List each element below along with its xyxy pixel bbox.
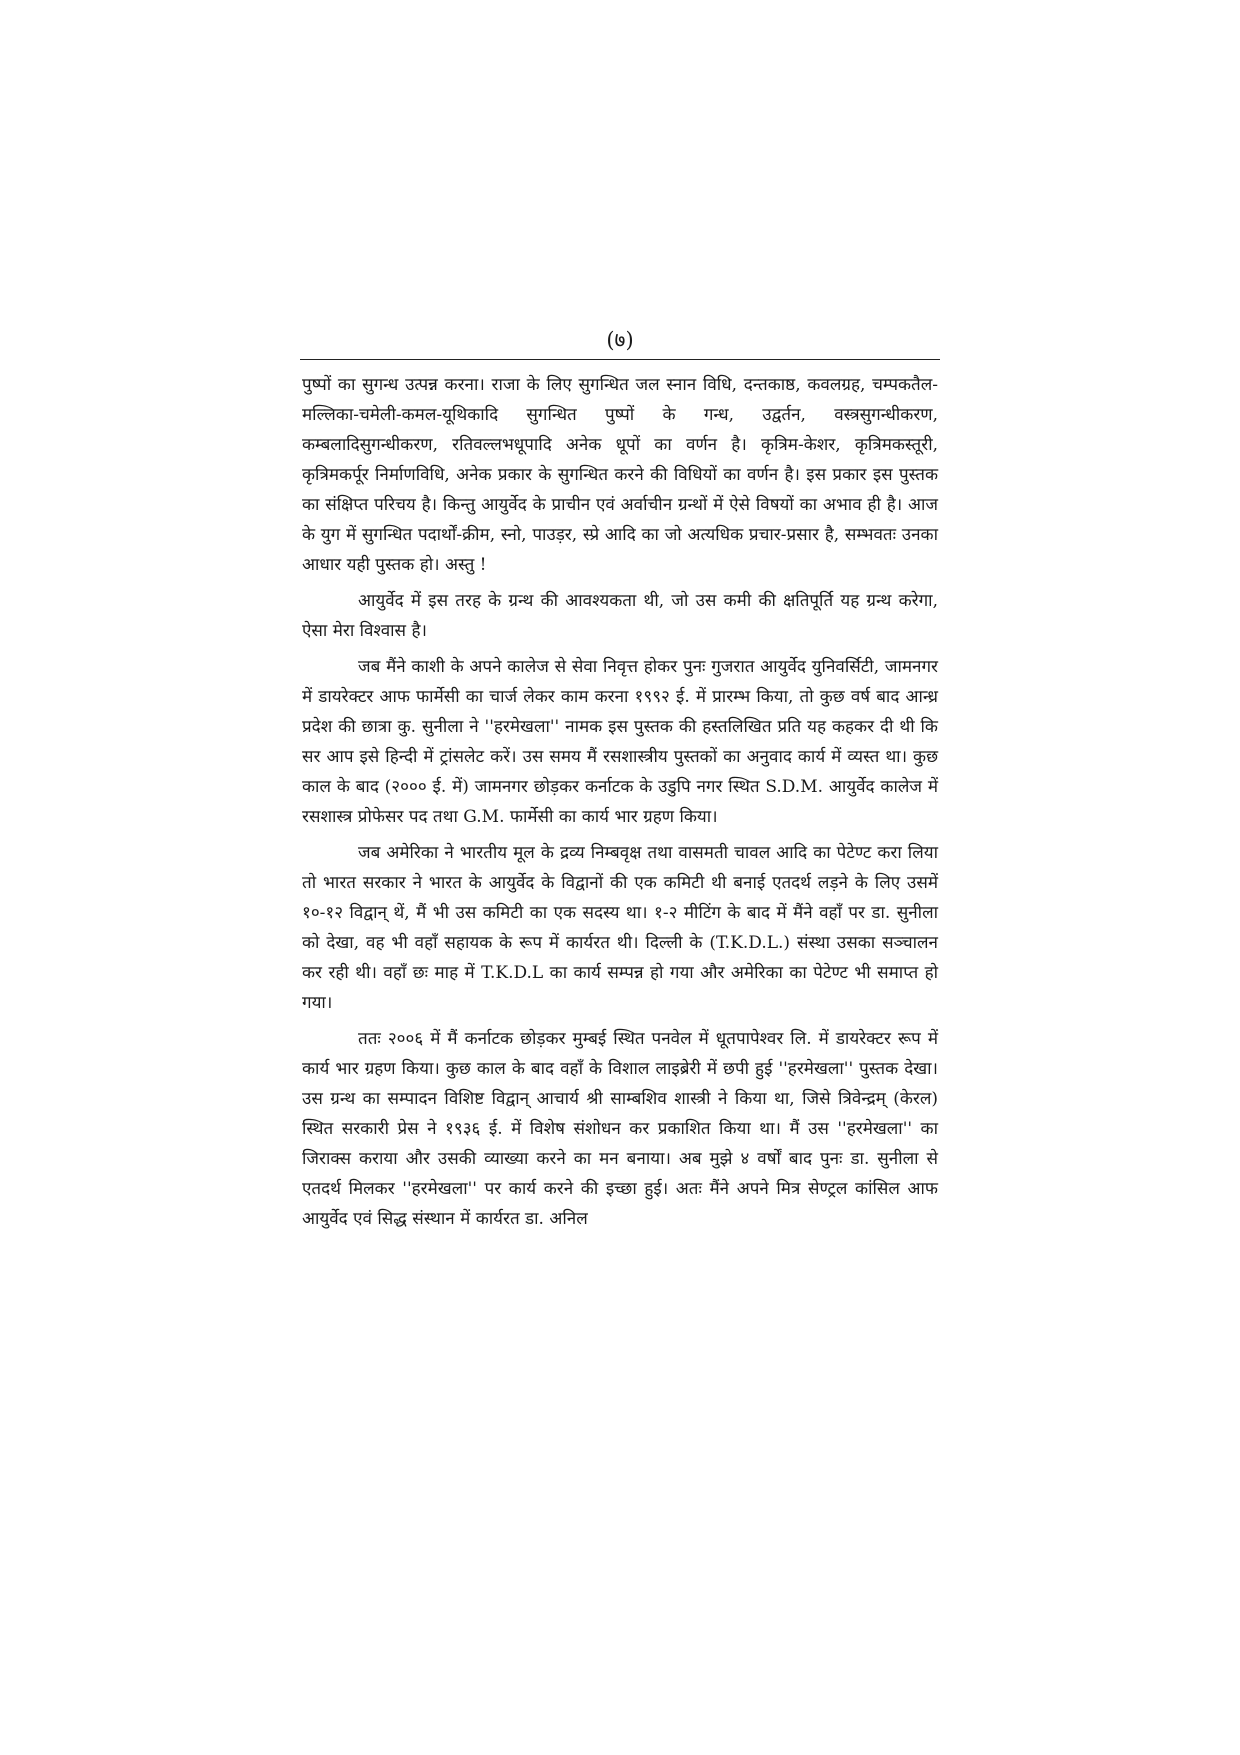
paragraph-3: जब मैंने काशी के अपने कालेज से सेवा निवृत्त होकर पुनः गुजरात आयुर्वेद युनिवर्सिटी, जामनगर में डायरेक्टर आफ फार्मेसी का चार्ज लेकर काम करना १९९२ ई. में प्रारम्भ किया, तो कुछ वर्ष बाद आन्ध्र प्रदेश की छात्रा कु. सुनीला ने ''हरमेखला'' नामक इस पुस्तक की हस्तलिखित प्रति यह कहकर दी थी कि सर आप इसे हिन्दी में ट्रांसलेट करें। उस समय मैं रसशास्त्रीय पुस्तकों का अनुवाद कार्य में व्यस्त था। कुछ काल के बाद (२००० ई. में) जामनगर छोड़कर कर्नाटक के उडुपि नगर स्थित S.D.M. आयुर्वेद कालेज में रसशास्त्र प्रोफेसर पद तथा G.M. फार्मेसी का कार्य भार ग्रहण किया। <box>302 657 938 827</box>
paragraph-2: आयुर्वेद में इस तरह के ग्रन्थ की आवश्यकता थी, जो उस कमी की क्षतिपूर्ति यह ग्रन्थ करेगा, ऐसा मेरा विश्वास है। <box>302 591 938 641</box>
body-text <box>302 370 938 1234</box>
paragraph-4: जब अमेरिका ने भारतीय मूल के द्रव्य निम्बवृक्ष तथा वासमती चावल आदि का पेटेण्ट करा लिया तो भारत सरकार ने भारत के आयुर्वेद के विद्वानों की एक कमिटी थी बनाई एतदर्थ लड़ने के लिए उसमें १०-१२ विद्वान् थें, मैं भी उस कमिटी का एक सदस्य था। १-२ मीटिंग के बाद में मैंने वहाँ पर डा. सुनीला को देखा, वह भी वहाँ सहायक के रूप में कार्यरत थी। दिल्ली के (T.K.D.L.) संस्था उसका सञ्चालन कर रही थी। वहाँ छः माह में T.K.D.L का कार्य सम्पन्न हो गया और अमेरिका का पेटेण्ट भी समाप्त हो गया। <box>302 843 938 1013</box>
book-page <box>302 325 938 1240</box>
header-rule <box>300 359 940 360</box>
paragraph-1: पुष्पों का सुगन्ध उत्पन्न करना। राजा के लिए सुगन्धित जल स्नान विधि, दन्तकाष्ठ, कवलग्रह, चम्पकतैल-मल्लिका-चमेली-कमल-यूथिकादि सुगन्धित पुष्पों के गन्ध, उद्वर्तन, वस्त्रसुगन्धीकरण, कम्बलादिसुगन्धीकरण, रतिवल्लभधूपादि अनेक धूपों का वर्णन है। कृत्रिम-केशर, कृत्रिमकस्तूरी, कृत्रिमकर्पूर निर्माणविधि, अनेक प्रकार के सुगन्धित करने की विधियों का वर्णन है। इस प्रकार इस पुस्तक का संक्षिप्त परिचय है। किन्तु आयुर्वेद के प्राचीन एवं अर्वाचीन ग्रन्थों में ऐसे विषयों का अभाव ही है। आज के युग में सुगन्धित पदार्थों-क्रीम, स्नो, पाउड़र, स्प्रे आदि का जो अत्यधिक प्रचार-प्रसार है, सम्भवतः उनका आधार यही पुस्तक हो। अस्तु ! <box>302 375 938 575</box>
paragraph-5: ततः २००६ में मैं कर्नाटक छोड़कर मुम्बई स्थित पनवेल में धूतपापेश्वर लि. में डायरेक्टर रूप में कार्य भार ग्रहण किया। कुछ काल के बाद वहाँ के विशाल लाइब्रेरी में छपी हुई ''हरमेखला'' पुस्तक देखा। उस ग्रन्थ का सम्पादन विशिष्ट विद्वान् आचार्य श्री साम्बशिव शास्त्री ने किया था, जिसे त्रिवेन्द्रम् (केरल) स्थित सरकारी प्रेस ने १९३६ ई. में विशेष संशोधन कर प्रकाशित किया था। मैं उस ''हरमेखला'' का जिराक्स कराया और उसकी व्याख्या करने का मन बनाया। अब मुझे ४ वर्षों बाद पुनः डा. सुनीला से एतदर्थ मिलकर ''हरमेखला'' पर कार्य करने की इच्छा हुई। अतः मैंने अपने मित्र सेण्ट्रल कांसिल आफ आयुर्वेद एवं सिद्ध संस्थान में कार्यरत डा. अनिल <box>302 1029 938 1229</box>
page-number: (७) <box>606 328 634 352</box>
